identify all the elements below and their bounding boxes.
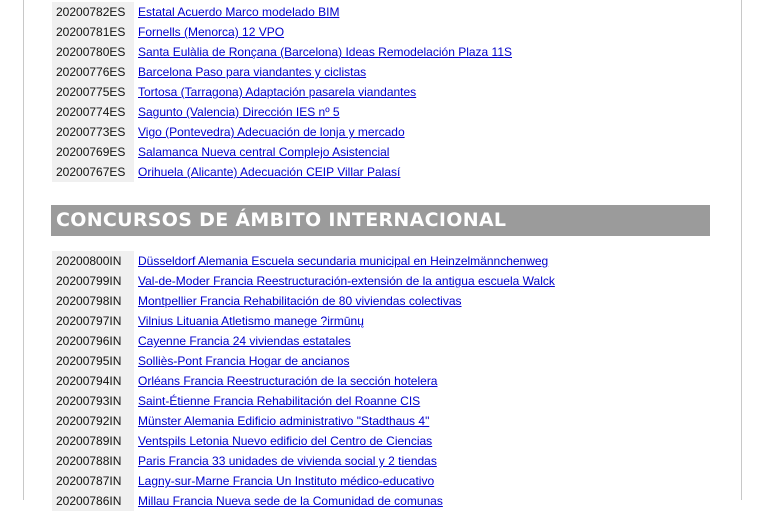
competition-link[interactable]: Paris Francia 33 unidades de vivienda social y 2 tiendas: [138, 454, 437, 468]
competition-link[interactable]: Münster Alemania Edificio administrativo "Stadthaus 4": [138, 414, 430, 428]
competition-link[interactable]: Val-de-Moder Francia Reestructuración-extensión de la antigua escuela Walck: [138, 274, 555, 288]
competition-link[interactable]: Cayenne Francia 24 viviendas estatales: [138, 334, 351, 348]
competition-code: 20200767ES: [52, 162, 134, 182]
list-item: [52, 291, 555, 311]
competition-link[interactable]: Barcelona Paso para viandantes y ciclistas: [138, 65, 367, 79]
competition-code: 20200769ES: [52, 142, 134, 162]
competition-code: 20200798IN: [52, 291, 134, 311]
competition-code: 20200788IN: [52, 451, 134, 471]
competition-code: 20200794IN: [52, 371, 134, 391]
competition-code: 20200796IN: [52, 331, 134, 351]
competition-code: 20200782ES: [52, 2, 134, 22]
list-item: [52, 122, 512, 142]
list-item: [52, 391, 555, 411]
competition-code: 20200792IN: [52, 411, 134, 431]
competition-code: 20200781ES: [52, 22, 134, 42]
list-item: [52, 471, 555, 491]
competition-link[interactable]: Orléans Francia Reestructuración de la sección hotelera: [138, 374, 438, 388]
list-item: [52, 311, 555, 331]
list-item: [52, 331, 555, 351]
competition-code: 20200795IN: [52, 351, 134, 371]
national-competitions-list: [52, 2, 512, 182]
list-item: [52, 271, 555, 291]
list-item: [52, 62, 512, 82]
list-item: [52, 411, 555, 431]
list-item: [52, 82, 512, 102]
competition-code: 20200797IN: [52, 311, 134, 331]
competition-code: 20200773ES: [52, 122, 134, 142]
list-item: [52, 431, 555, 451]
list-item: [52, 491, 555, 511]
competition-link[interactable]: Millau Francia Nueva sede de la Comunidad de comunas: [138, 494, 443, 508]
competition-link[interactable]: Montpellier Francia Rehabilitación de 80 viviendas colectivas: [138, 294, 462, 308]
list-item: [52, 22, 512, 42]
list-item: [52, 251, 555, 271]
competition-code: 20200793IN: [52, 391, 134, 411]
competition-code: 20200774ES: [52, 102, 134, 122]
competition-link[interactable]: Santa Eulàlia de Ronçana (Barcelona) Ideas Remodelación Plaza 11S: [138, 45, 513, 59]
list-item: [52, 102, 512, 122]
competition-link[interactable]: Fornells (Menorca) 12 VPO: [138, 25, 285, 39]
competition-code: 20200789IN: [52, 431, 134, 451]
competition-link[interactable]: Saint-Étienne Francia Rehabilitación del Roanne CIS: [138, 394, 421, 408]
competition-code: 20200776ES: [52, 62, 134, 82]
competition-link[interactable]: Solliès-Pont Francia Hogar de ancianos: [138, 354, 350, 368]
list-item: [52, 42, 512, 62]
list-item: [52, 351, 555, 371]
list-item: [52, 371, 555, 391]
list-item: [52, 142, 512, 162]
international-competitions-list: [52, 251, 555, 511]
list-item: [52, 162, 512, 182]
competition-code: 20200800IN: [52, 251, 134, 271]
competition-link[interactable]: Ventspils Letonia Nuevo edificio del Centro de Ciencias: [138, 434, 433, 448]
list-item: [52, 2, 512, 22]
competition-link[interactable]: Sagunto (Valencia) Dirección IES nº 5: [138, 105, 340, 119]
competition-code: 20200780ES: [52, 42, 134, 62]
competition-link[interactable]: Düsseldorf Alemania Escuela secundaria municipal en Heinzelmännchenweg: [138, 254, 549, 268]
competition-link[interactable]: Tortosa (Tarragona) Adaptación pasarela viandantes: [138, 85, 417, 99]
competition-code: 20200786IN: [52, 491, 134, 511]
competition-link[interactable]: Orihuela (Alicante) Adecuación CEIP Villar Palasí: [138, 165, 401, 179]
competition-code: 20200799IN: [52, 271, 134, 291]
competition-link[interactable]: Estatal Acuerdo Marco modelado BIM: [138, 5, 340, 19]
competition-link[interactable]: Salamanca Nueva central Complejo Asistencial: [138, 145, 390, 159]
international-section-header: CONCURSOS DE ÁMBITO INTERNACIONAL: [51, 205, 710, 236]
competition-code: 20200787IN: [52, 471, 134, 491]
competition-link[interactable]: Vigo (Pontevedra) Adecuación de lonja y mercado: [138, 125, 405, 139]
list-item: [52, 451, 555, 471]
competition-code: 20200775ES: [52, 82, 134, 102]
competition-link[interactable]: Vilnius Lituania Atletismo manege ?irmūnų: [138, 314, 364, 328]
competition-link[interactable]: Lagny-sur-Marne Francia Un Instituto médico-educativo: [138, 474, 435, 488]
